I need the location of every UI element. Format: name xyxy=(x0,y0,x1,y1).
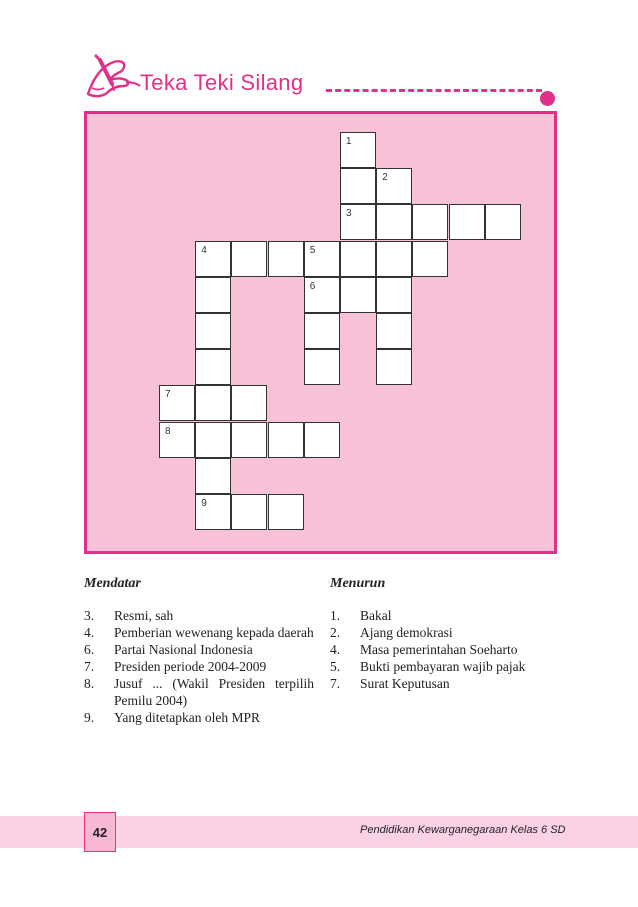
crossword-cell[interactable] xyxy=(159,422,195,458)
cell-number: 9 xyxy=(201,498,207,509)
clue-item xyxy=(84,641,314,658)
cell-number: 1 xyxy=(346,136,352,147)
clue-number: 7. xyxy=(330,676,341,691)
pencil-hand-icon xyxy=(82,54,142,102)
across-heading: Mendatar xyxy=(84,576,141,591)
page-number: 42 xyxy=(84,812,116,852)
clue-item xyxy=(84,675,314,709)
crossword-cell[interactable] xyxy=(340,241,376,277)
cell-number: 4 xyxy=(201,244,207,256)
clue-number: 4. xyxy=(330,642,341,657)
crossword-cell[interactable] xyxy=(195,422,231,458)
crossword-cell[interactable] xyxy=(304,349,340,385)
page-title: Teka Teki Silang xyxy=(140,70,304,95)
crossword-cell[interactable] xyxy=(304,313,340,349)
down-heading: Menurun xyxy=(330,576,386,591)
crossword-cell[interactable] xyxy=(376,277,412,313)
crossword-cell[interactable] xyxy=(195,494,231,530)
clue-number: 4. xyxy=(84,625,95,640)
clue-number: 1. xyxy=(330,608,341,623)
crossword-cell[interactable] xyxy=(376,349,412,385)
crossword-cell[interactable] xyxy=(231,494,267,530)
cell-number: 6 xyxy=(309,280,316,292)
crossword-cell[interactable] xyxy=(340,204,376,240)
clue-number: 7. xyxy=(84,659,95,674)
clue-item xyxy=(330,641,560,658)
crossword-cell[interactable] xyxy=(376,168,412,204)
crossword-cell[interactable] xyxy=(304,277,340,313)
clue-item xyxy=(330,624,560,641)
crossword-cell[interactable] xyxy=(231,385,267,421)
cell-number: 8 xyxy=(165,425,171,437)
clue-text: Masa pemerintahan Soeharto xyxy=(360,642,518,657)
crossword-cell[interactable] xyxy=(268,241,304,277)
clue-number: 2. xyxy=(330,625,341,640)
crossword-cell[interactable] xyxy=(412,241,448,277)
crossword-cell[interactable] xyxy=(195,385,231,421)
clue-text: Yang ditetapkan oleh MPR xyxy=(114,710,261,725)
header-dot xyxy=(540,91,555,106)
crossword-cell[interactable] xyxy=(304,422,340,458)
clue-item xyxy=(330,658,560,675)
clue-item xyxy=(84,658,314,675)
crossword-cell[interactable] xyxy=(376,313,412,349)
clue-text: Bakal xyxy=(360,608,392,623)
crossword-cell[interactable] xyxy=(231,422,267,458)
crossword-cell[interactable] xyxy=(412,204,448,240)
crossword-cell[interactable] xyxy=(268,494,304,530)
cell-number: 2 xyxy=(382,172,388,184)
crossword-cell[interactable] xyxy=(195,277,231,313)
crossword-cell[interactable] xyxy=(340,132,376,168)
clue-item xyxy=(84,709,314,726)
crossword-cell[interactable] xyxy=(304,241,340,277)
clue-item xyxy=(84,624,314,641)
crossword-cell[interactable] xyxy=(195,313,231,349)
book-title: Pendidikan Kewarganegaraan Kelas 6 SD xyxy=(360,824,566,836)
crossword-cell[interactable] xyxy=(376,204,412,240)
crossword-cell[interactable] xyxy=(195,458,231,494)
crossword-cell[interactable] xyxy=(268,422,304,458)
cell-number: 5 xyxy=(309,244,316,256)
crossword-cell[interactable] xyxy=(195,349,231,385)
crossword-cell[interactable] xyxy=(195,241,231,277)
clue-text: Resmi, sah xyxy=(114,608,174,623)
across-clues xyxy=(84,576,314,726)
clue-number: 8. xyxy=(84,676,95,691)
crossword-cell[interactable] xyxy=(159,385,195,421)
clue-text: Pemberian wewenang kepada daerah xyxy=(114,625,314,640)
clue-item xyxy=(84,607,314,624)
clue-text: Partai Nasional Indonesia xyxy=(114,642,253,657)
header-dashed-rule xyxy=(326,89,542,92)
cell-number: 3 xyxy=(346,208,352,220)
crossword-grid xyxy=(84,111,557,554)
clue-text: Surat Keputusan xyxy=(360,676,450,691)
clue-item xyxy=(330,607,560,624)
clue-text: Presiden periode 2004-2009 xyxy=(114,659,267,674)
crossword-cell[interactable] xyxy=(340,168,376,204)
clue-text: Bukti pembayaran wajib pajak xyxy=(360,659,526,674)
clue-text: Jusuf ... (Wakil Presiden terpilih Pemilu 2004) xyxy=(114,676,314,708)
clue-item xyxy=(330,675,560,692)
clue-number: 5. xyxy=(330,659,341,674)
crossword-cell[interactable] xyxy=(376,241,412,277)
crossword-cell[interactable] xyxy=(449,204,485,240)
clue-number: 6. xyxy=(84,642,95,657)
crossword-cell[interactable] xyxy=(231,241,267,277)
crossword-cell[interactable] xyxy=(340,277,376,313)
crossword-cell[interactable] xyxy=(485,204,521,240)
clue-text: Ajang demokrasi xyxy=(360,625,453,640)
down-clues xyxy=(330,576,560,692)
cell-number: 7 xyxy=(165,389,171,401)
clue-number: 9. xyxy=(84,710,95,725)
section-header xyxy=(82,54,562,104)
clue-number: 3. xyxy=(84,608,95,623)
